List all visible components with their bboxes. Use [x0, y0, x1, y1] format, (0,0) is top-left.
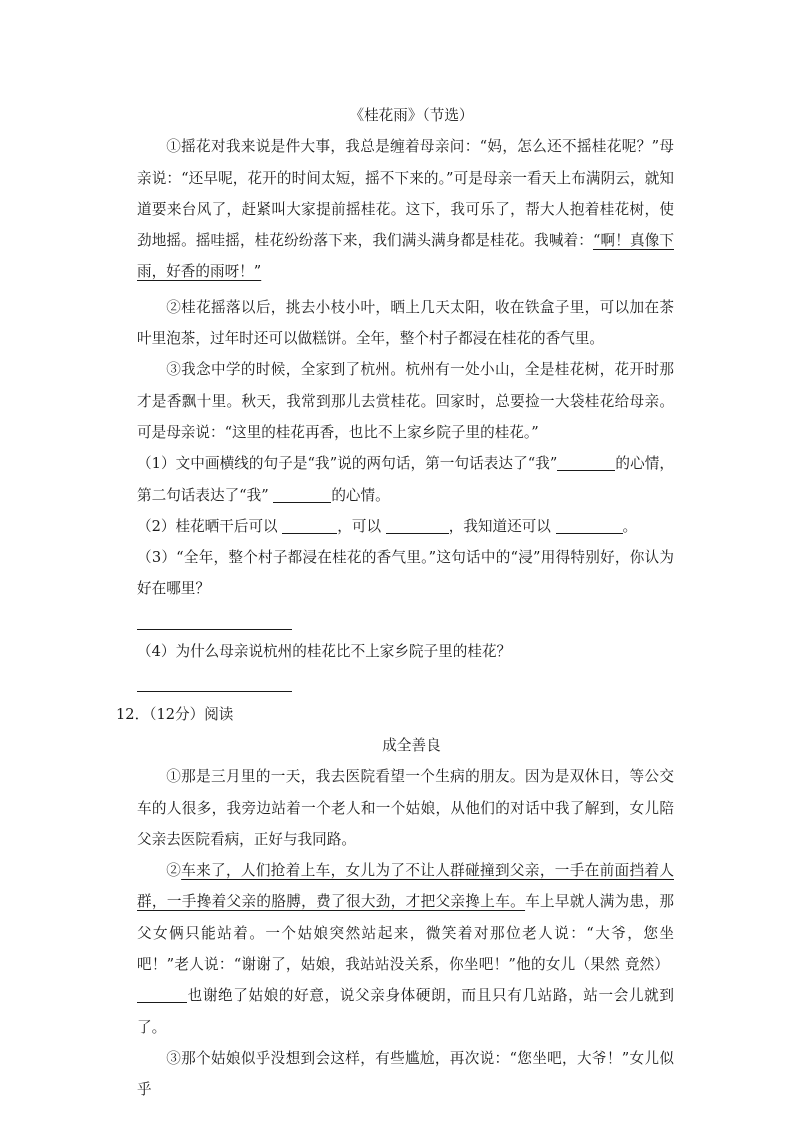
passage-paragraph-1: ①那是三月里的一天，我去医院看望一个生病的朋友。因为是双休日，等公交车的人很多，我旁边站着一个老人和一个姑娘，从他们的对话中我了解到，女儿陪父亲去医院看病，正好与我同路。 [137, 768, 674, 848]
question-text: （1）文中画横线的句子是“我”说的两句话，第一句话表达了“我” [137, 455, 558, 473]
question-text: （2）桂花晒干后可以 [137, 517, 278, 535]
question-text: ，可以 [337, 517, 382, 535]
paragraph-text: ①摇花对我来说是件大事，我总是缠着母亲问：“妈，怎么还不摇桂花呢？”母亲说：“还早呢，花开的时间太短，摇不下来的。”可是母亲一看天上布满阴云，就知道要来台风了，赶紧叫大家提前摇桂花。这下，我可乐了，帮大人抱着桂花树，使劲地摇。摇哇摇，桂花纷纷落下来，我们满头满身都是桂花。我喊着： [137, 138, 674, 250]
answer-blank[interactable] [386, 515, 449, 534]
question-text: 。 [622, 517, 638, 535]
question-12-header: 12．（12分）阅读 [116, 705, 234, 723]
paragraph-text: 车上早就人满为患，那父女俩只能站着。一个姑娘突然站起来，微笑着对那位老人说：“大爷，您坐吧！”老人说：“谢谢了，姑娘，我站站没关系，你坐吧！”他的女儿（果然 竟然） [137, 893, 674, 974]
question-4: （4）为什么母亲说杭州的桂花比不上家乡院子里的桂花？ [137, 643, 512, 661]
answer-line[interactable] [137, 605, 292, 636]
paragraph-text: 也谢绝了姑娘的好意，说父亲身体硬朗，而且只有几站路，站一会儿就到了。 [137, 987, 674, 1036]
question-3: （3）“全年，整个村子都浸在桂花的香气里。”这句话中的“浸”用得特别好，你认为好在哪里？ [137, 549, 674, 598]
question-text: 的心情，第二句话表达了“我” [137, 455, 674, 504]
answer-blank[interactable] [556, 515, 623, 534]
passage-paragraph-2: ②桂花摇落以后，挑去小枝小叶，晒上几天太阳，收在铁盒子里，可以加在茶叶里泡茶，过年时还可以做糕饼。全年，整个村子都浸在桂花的香气里。 [137, 298, 674, 348]
document-content [116, 100, 674, 1106]
question-2 [137, 511, 674, 542]
answer-blank[interactable] [137, 984, 187, 1003]
passage-paragraph-2 [137, 855, 674, 1043]
answer-blank[interactable] [282, 515, 337, 534]
answer-blank[interactable] [273, 484, 331, 503]
passage-title: 成全善良 [382, 736, 441, 754]
passage-paragraph-1 [137, 131, 674, 287]
answer-blank[interactable] [557, 452, 615, 471]
underlined-sentence: 车来了，人们抢着上车，女儿为了不让人群碰撞到父亲，一手在前面挡着人群，一手搀着父亲的胳膊，费了很大劲，才把父亲搀上车。 [137, 862, 674, 911]
passage-paragraph-3: ③那个姑娘似乎没想到会这样，有些尴尬，再次说：“您坐吧，大爷！”女儿似乎 [137, 1049, 674, 1099]
question-text: ，我知道还可以 [448, 517, 551, 535]
passage-title: 《桂花雨》（节选） [349, 107, 474, 124]
answer-line[interactable] [137, 667, 292, 698]
paragraph-number: ② [166, 862, 182, 880]
passage-paragraph-3: ③我念中学的时候，全家到了杭州。杭州有一处小山，全是桂花树，花开时那才是香飘十里。秋天，我常到那儿去赏桂花。回家时，总要捡一大袋桂花给母亲。可是母亲说：“这里的桂花再香，也比不上家乡院子里的桂花。” [137, 361, 674, 441]
question-text: 的心情。 [331, 486, 390, 504]
question-1 [137, 448, 674, 511]
underlined-sentence: “啊！真像下雨，好香的雨呀！” [137, 232, 674, 281]
